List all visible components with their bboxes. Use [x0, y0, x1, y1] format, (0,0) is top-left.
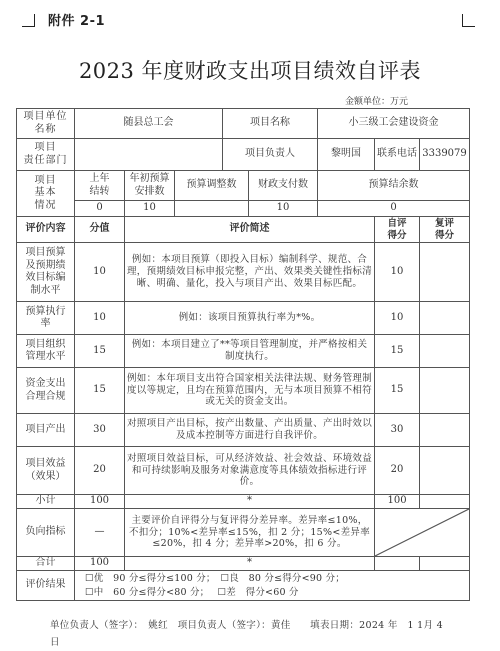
eval-item-name: 项目组织 管理水平 — [17, 335, 75, 368]
eval-row — [17, 243, 470, 302]
eval-item-review-score — [420, 414, 470, 447]
eval-row — [17, 447, 470, 495]
eval-item-description: 例如：该项目预算执行率为*%。 — [125, 302, 375, 335]
total-label: 合计 — [17, 557, 75, 571]
eval-item-description: 对照项目效益目标，可从经济效益、社会效益、环境效益和可持续影响及服务对象满意度等具体绩效指标进行评价。 — [125, 447, 375, 495]
row-subtotal — [17, 495, 470, 509]
row-responsible-dept — [17, 139, 470, 171]
eval-item-score: 20 — [75, 447, 125, 495]
eval-item-self-score: 20 — [375, 447, 420, 495]
negative-indicator-score: — — [75, 509, 125, 557]
val-last-year-carryover: 0 — [75, 201, 125, 217]
eval-row — [17, 335, 470, 368]
project-name-label: 项目名称 — [223, 109, 318, 139]
attachment-label: 附件 2-1 — [48, 14, 106, 29]
page-title: 2023 年度财政支出项目绩效自评表 — [78, 59, 422, 83]
eval-item-name: 项目产出 — [17, 414, 75, 447]
eval-item-review-score — [420, 302, 470, 335]
amount-unit-note: 金额单位：万元 — [344, 97, 408, 107]
eval-item-score: 10 — [75, 302, 125, 335]
eval-item-review-score — [420, 447, 470, 495]
diagonal-line — [375, 509, 469, 556]
eval-item-review-score — [420, 243, 470, 302]
page-corner-mark-right — [462, 14, 475, 27]
eval-item-name: 项目效益 （效果） — [17, 447, 75, 495]
row-negative-indicator — [17, 509, 470, 557]
eval-row — [17, 414, 470, 447]
header-score: 分值 — [75, 217, 125, 243]
total-description: * — [125, 557, 375, 571]
row-total — [17, 557, 470, 571]
page-corner-mark-left — [22, 14, 35, 27]
eval-item-name: 资金支出 合理合规 — [17, 368, 75, 414]
row-evaluation-result — [17, 571, 470, 601]
project-leader-label: 项目负责人 — [223, 139, 318, 171]
performance-evaluation-table — [16, 108, 470, 601]
eval-item-name: 项目预算 及预期绩 效目标编 制水平 — [17, 243, 75, 302]
eval-item-review-score — [420, 368, 470, 414]
evaluation-result-options — [75, 571, 470, 601]
responsible-dept-value — [75, 139, 223, 171]
signature-footer: 单位负责人（签字）： 姚红 项目负责人（签字）：黄佳 填表日期：2024 年 1 1月 4 日 — [50, 620, 443, 648]
basic-situation-label: 项目 基本 情况 — [17, 171, 75, 217]
eval-item-score: 15 — [75, 368, 125, 414]
val-budget-adjustment — [175, 201, 249, 217]
header-self-score: 自评 得分 — [375, 217, 420, 243]
val-budget-balance: 0 — [318, 201, 470, 217]
subtotal-label: 小计 — [17, 495, 75, 509]
eval-item-self-score: 30 — [375, 414, 420, 447]
row-eval-header — [17, 217, 470, 243]
total-self-score — [375, 557, 420, 571]
eval-item-review-score — [420, 335, 470, 368]
eval-row — [17, 368, 470, 414]
header-eval-description: 评价简述 — [125, 217, 375, 243]
total-review-score — [420, 557, 470, 571]
phone-value: 3339079 — [420, 139, 470, 171]
eval-item-description: 例如：本项目预算（即投入目标）编制科学、规范、合理，预期绩效目标申报完整，产出、效果类关键性指标清晰、明确、量化，投入与项目产出、效果目标匹配。 — [125, 243, 375, 302]
negative-indicator-description: 主要评价自评得分与复评得分差异率。差异率≤10%，不扣分；10%<差异率≤15%，扣 2 分；15%<差异率≤20%，扣 4 分；差异率>20%，扣 6 分。 — [125, 509, 375, 557]
responsible-dept-label: 项目 责任部门 — [17, 139, 75, 171]
eval-item-score: 30 — [75, 414, 125, 447]
subtotal-description: * — [125, 495, 375, 509]
grade-options-line-2: ☐中 60 分≤得分<80 分； ☐差 得分<60 分 — [85, 586, 299, 598]
project-unit-value: 随县总工会 — [75, 109, 223, 139]
grade-options-line-1: ☐优 90 分≤得分≤100 分； ☐良 80 分≤得分<90 分； — [85, 572, 345, 584]
subtotal-self-score: 100 — [375, 495, 420, 509]
project-name-value: 小三级工会建设资金 — [318, 109, 470, 139]
eval-item-description: 对照项目产出目标，按产出数量、产出质量、产出时效以及成本控制等方面进行自我评价。 — [125, 414, 375, 447]
eval-row — [17, 302, 470, 335]
eval-item-self-score: 15 — [375, 335, 420, 368]
project-unit-label: 项目单位 名称 — [17, 109, 75, 139]
phone-label: 联系电话 — [375, 139, 420, 171]
subtotal-review-score — [420, 495, 470, 509]
eval-item-self-score: 15 — [375, 368, 420, 414]
col-fiscal-payment: 财政支付数 — [249, 171, 318, 201]
val-fiscal-payment: 10 — [249, 201, 318, 217]
eval-item-self-score: 10 — [375, 302, 420, 335]
header-eval-content: 评价内容 — [17, 217, 75, 243]
col-initial-budget: 年初预算 安排数 — [125, 171, 175, 201]
col-budget-balance: 预算结余数 — [318, 171, 470, 201]
val-initial-budget: 10 — [125, 201, 175, 217]
evaluation-result-label: 评价结果 — [17, 571, 75, 601]
eval-item-score: 10 — [75, 243, 125, 302]
col-budget-adjustment: 预算调整数 — [175, 171, 249, 201]
negative-indicator-crossed-cell — [375, 509, 470, 557]
subtotal-score: 100 — [75, 495, 125, 509]
row-basic-header — [17, 171, 470, 201]
row-project-unit — [17, 109, 470, 139]
header-review-score: 复评 得分 — [420, 217, 470, 243]
negative-indicator-label: 负向指标 — [17, 509, 75, 557]
project-leader-value: 黎明国 — [318, 139, 375, 171]
total-score: 100 — [75, 557, 125, 571]
eval-item-self-score: 10 — [375, 243, 420, 302]
col-last-year-carryover: 上年 结转 — [75, 171, 125, 201]
eval-item-description: 例如：本年项目支出符合国家相关法律法规、财务管理制度以等规定，且均在预算范围内，无与本项目预算不相符或无关的资金支出。 — [125, 368, 375, 414]
eval-item-description: 例如：本项目建立了**等项目管理制度，并严格按相关制度执行。 — [125, 335, 375, 368]
eval-item-score: 15 — [75, 335, 125, 368]
eval-item-name: 预算执行 率 — [17, 302, 75, 335]
row-basic-values — [17, 201, 470, 217]
